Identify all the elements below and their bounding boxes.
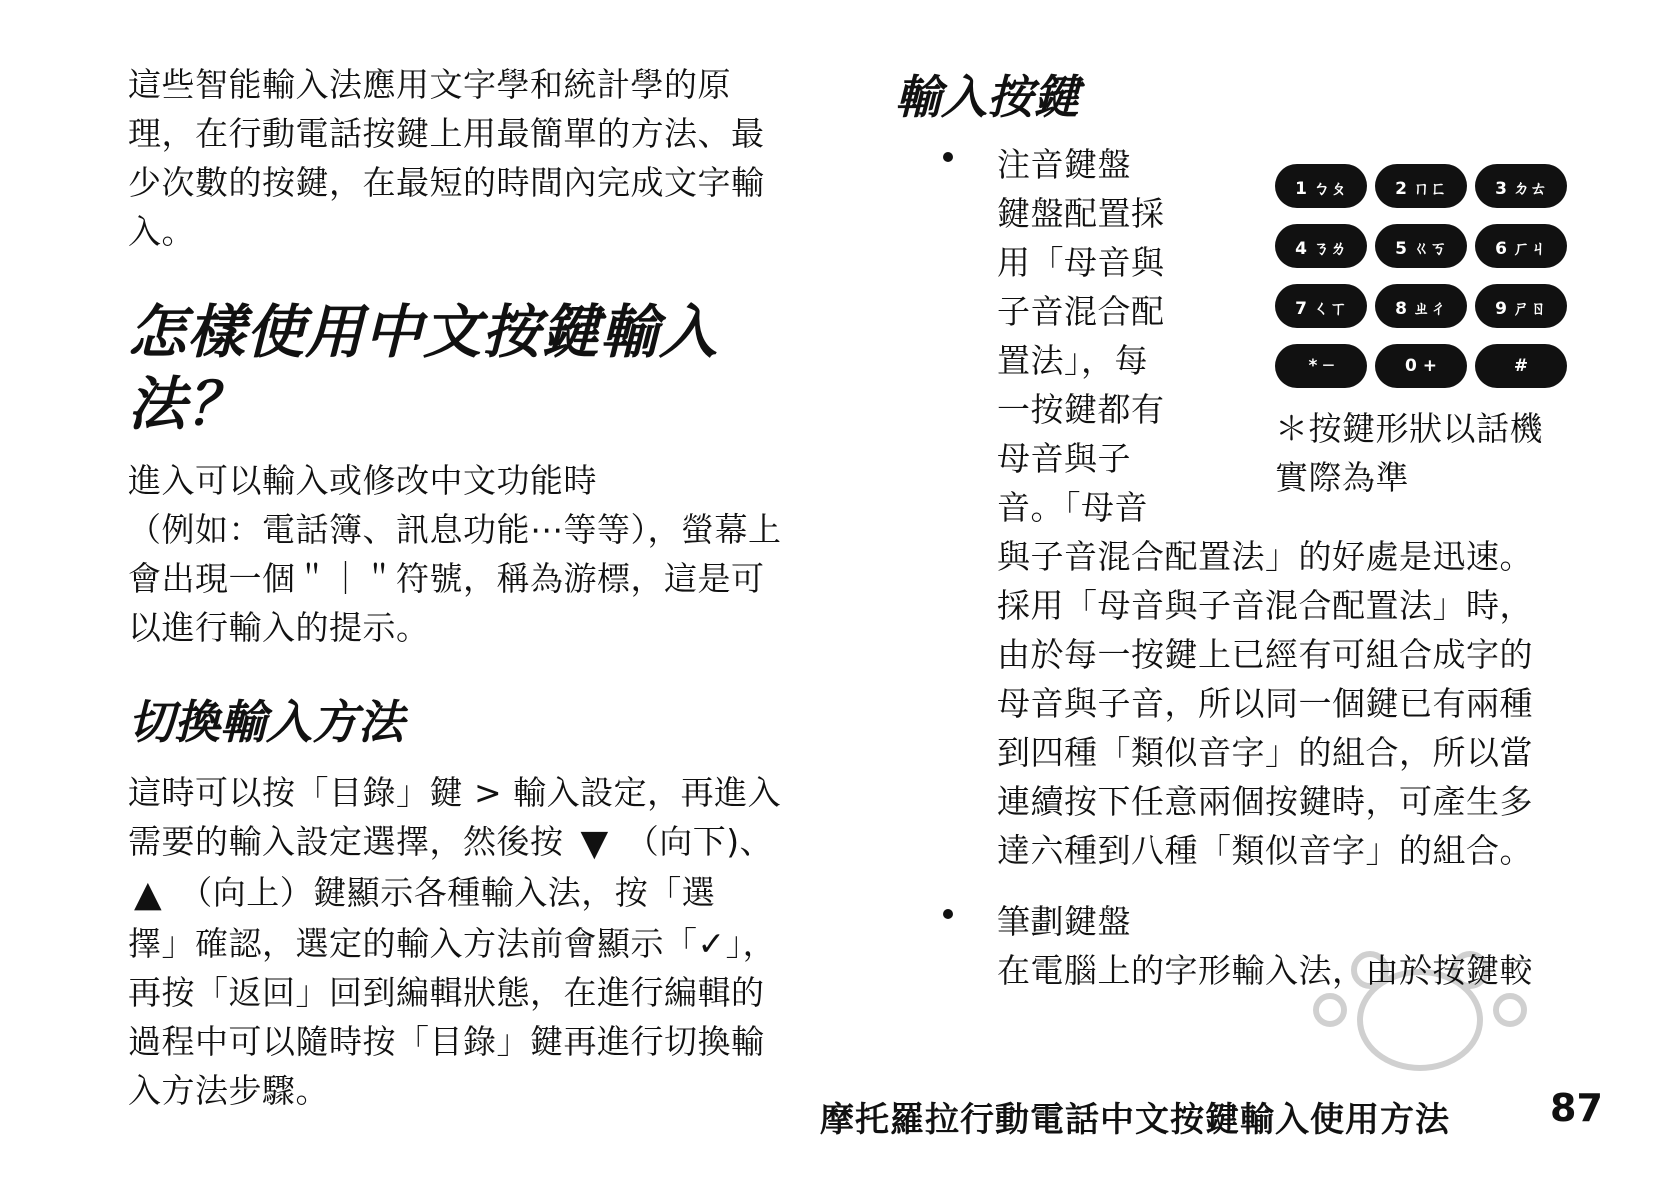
narrow-line: 一按鍵都有 (997, 390, 1165, 429)
bullet-title: 注音鍵盤 (997, 145, 1131, 184)
bullet-title: 筆劃鍵盤 (997, 902, 1131, 941)
narrow-line: 母音與子 (997, 439, 1131, 478)
intro-line: 少次數的按鍵，在最短的時間內完成文字輸 (128, 163, 765, 202)
intro-line: 理，在行動電話按鍵上用最簡單的方法、最 (128, 114, 765, 153)
narrow-line: 鍵盤配置採 (997, 194, 1165, 233)
wide-line: 採用「母音與子音混合配置法」時， (997, 586, 1533, 625)
para2-text: （向上）鍵顯示各種輸入法，按「選 (179, 873, 716, 912)
para2-line: 再按「返回」回到編輯狀態，在進行編輯的 (128, 973, 765, 1012)
wide-line: 連續按下任意兩個按鍵時，可產生多 (997, 782, 1533, 821)
footer-title: 摩托羅拉行動電話中文按鍵輸入使用方法 (820, 1100, 1450, 1140)
para2-line: 入方法步驟。 (128, 1071, 329, 1110)
keypad-key-8: 8 ㄓㄔ (1375, 284, 1467, 328)
para1-line: 進入可以輸入或修改中文功能時 (128, 461, 597, 500)
keypad-key-9: 9 ㄕㄖ (1475, 284, 1567, 328)
main-heading: 怎樣使用中文按鍵輸入法？ (128, 298, 719, 438)
keypad-key-1: 1 ㄅㄆ (1275, 164, 1367, 208)
keypad-key-4: 4 ㄋㄌ (1275, 224, 1367, 268)
intro-line: 這些智能輸入法應用文字學和統計學的原 (128, 65, 731, 104)
wide-line: 達六種到八種「類似音字」的組合。 (997, 831, 1533, 870)
para2-line: 這時可以按「目錄」鍵 > 輸入設定，再進入 (128, 773, 782, 812)
intro-line: 入。 (128, 212, 195, 251)
keypad-key-5: 5 ㄍㄎ (1375, 224, 1467, 268)
left-column (128, 60, 828, 1115)
wide-line: 母音與子音，所以同一個鍵已有兩種 (997, 684, 1533, 723)
keypad-key-star: * ─ (1275, 344, 1367, 388)
wide-line: 由於每一按鍵上已經有可組合成字的 (997, 635, 1533, 674)
narrow-line: 子音混合配 (997, 292, 1165, 331)
input-keys-heading: 輸入按鍵 (895, 70, 1079, 124)
para2-text: （向下)、 (625, 822, 774, 861)
keypad-key-6: 6 ㄏㄐ (1475, 224, 1567, 268)
narrow-line: 用「母音與 (997, 243, 1165, 282)
bullet-icon (943, 152, 953, 162)
para1-line: 會出現一個＂｜＂符號，稱為游標，這是可 (128, 559, 765, 598)
keypad-illustration (1275, 160, 1595, 502)
keypad-key-hash: # (1475, 344, 1567, 388)
para2-line (128, 817, 828, 868)
down-arrow-icon: ▼ (580, 823, 609, 864)
keypad-note: ＊按鍵形狀以話機 (1275, 409, 1543, 448)
para2-line (128, 868, 828, 919)
para2-line: 擇」確認，選定的輸入方法前會顯示「✓」， (128, 924, 777, 963)
para2-line: 過程中可以隨時按「目錄」鍵再進行切換輸 (128, 1022, 765, 1061)
keypad-key-2: 2 ㄇㄈ (1375, 164, 1467, 208)
bullet-text: 在電腦上的字形輸入法，由於按鍵較 (997, 951, 1533, 990)
para2-text: 需要的輸入設定選擇，然後按 (128, 822, 564, 861)
narrow-line: 置法」，每 (997, 341, 1148, 380)
page-number: 87 (1550, 1086, 1603, 1130)
narrow-line: 音。「母音 (997, 488, 1148, 527)
right-column (895, 60, 1615, 995)
para1-line: 以進行輸入的提示。 (128, 608, 430, 647)
keypad-key-0: 0 + (1375, 344, 1467, 388)
wide-line: 到四種「類似音字」的組合，所以當 (997, 733, 1533, 772)
switch-heading: 切換輸入方法 (128, 695, 404, 749)
keypad-note: 實際為準 (1275, 458, 1409, 497)
bullet-icon (943, 909, 953, 919)
bullet-stroke (895, 897, 1615, 995)
keypad-key-7: 7 ㄑㄒ (1275, 284, 1367, 328)
para1-line: （例如：電話簿、訊息功能⋯等等），螢幕上 (128, 510, 782, 549)
up-arrow-icon: ▲ (134, 874, 163, 915)
keypad-key-3: 3 ㄉㄊ (1475, 164, 1567, 208)
wide-line: 與子音混合配置法」的好處是迅速。 (997, 537, 1533, 576)
